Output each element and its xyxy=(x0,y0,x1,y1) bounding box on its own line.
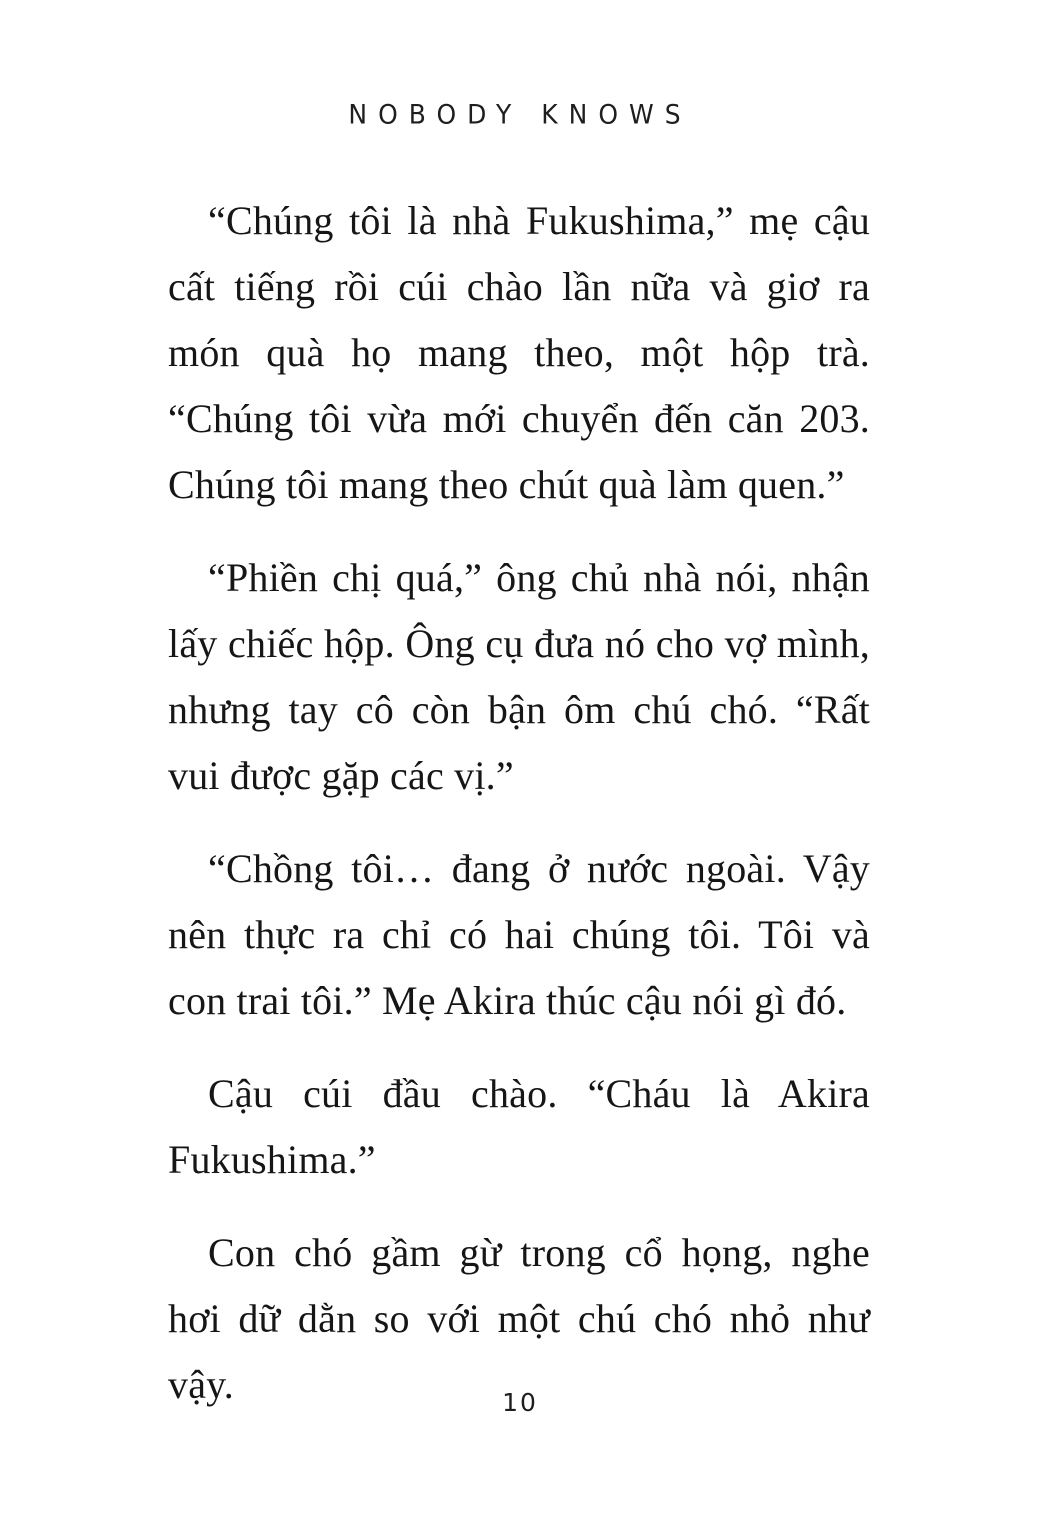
paragraph-3: “Chồng tôi… đang ở nước ngoài. Vậy nên thực ra chỉ có hai chúng tôi. Tôi và con trai tôi.” Mẹ Akira thúc cậu nói gì đó. xyxy=(168,846,870,1023)
body-text xyxy=(168,188,870,1418)
paragraph-4: Cậu cúi đầu chào. “Cháu là Akira Fukushima.” xyxy=(168,1071,870,1182)
paragraph-5: Con chó gầm gừ trong cổ họng, nghe hơi dữ dằn so với một chú chó nhỏ như vậy. xyxy=(168,1230,870,1407)
paragraph-2: “Phiền chị quá,” ông chủ nhà nói, nhận lấy chiếc hộp. Ông cụ đưa nó cho vợ mình, nhưng tay cô còn bận ôm chú chó. “Rất vui được gặp các vị.” xyxy=(168,555,870,798)
paragraph-1: “Chúng tôi là nhà Fukushima,” mẹ cậu cất tiếng rồi cúi chào lần nữa và giơ ra món quà họ mang theo, một hộp trà. “Chúng tôi vừa mới chuyển đến căn 203. Chúng tôi mang theo chút quà làm quen.” xyxy=(168,198,870,507)
running-head-title: NOBODY KNOWS xyxy=(348,99,692,130)
page-number: 10 xyxy=(502,1388,538,1417)
